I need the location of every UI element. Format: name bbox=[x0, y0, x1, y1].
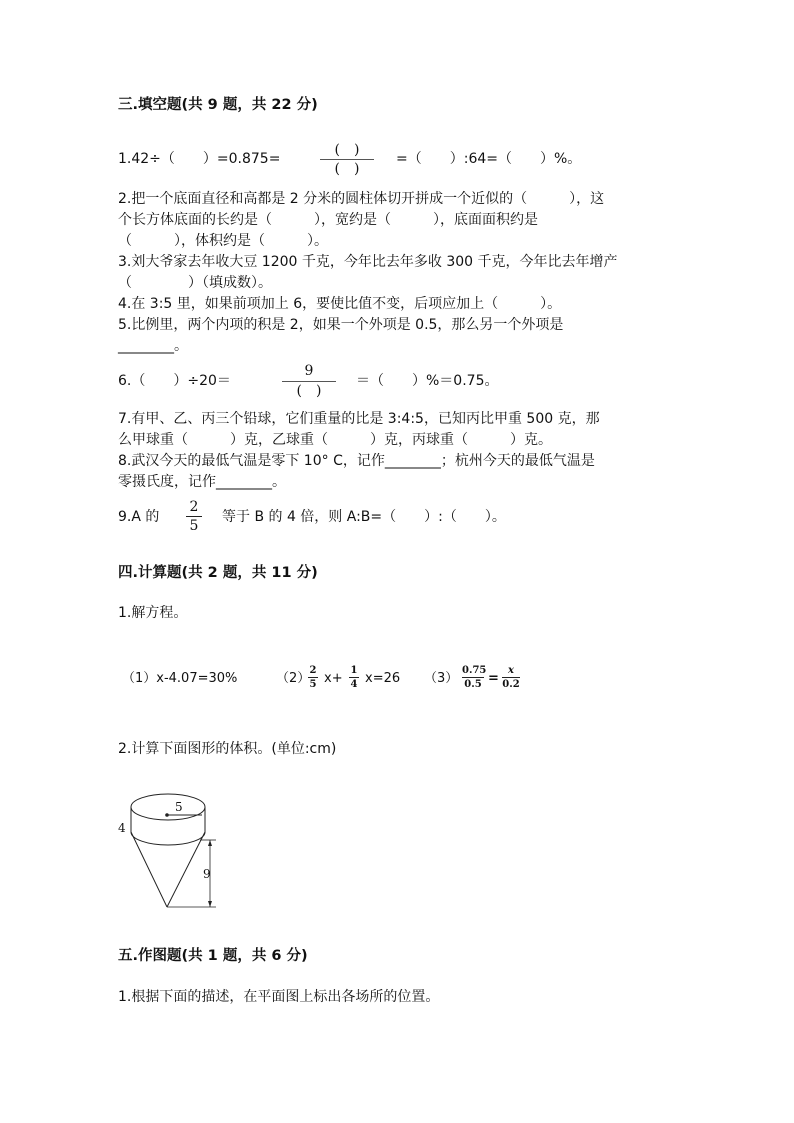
q3-line-2: （ ）（填成数）。 bbox=[118, 275, 272, 291]
q8-line-2: 零摄氏度，记作________。 bbox=[118, 474, 286, 490]
section-4-heading: 四.计算题(共 2 题，共 11 分) bbox=[118, 565, 318, 581]
q1-text-a: 1.42÷（ ）=0.875= bbox=[118, 151, 281, 167]
q9-frac-den: 5 bbox=[189, 518, 199, 534]
eq2-f2-num: 1 bbox=[350, 665, 358, 676]
equation-3-left-fraction bbox=[462, 665, 487, 690]
volume-question-title: 2.计算下面图形的体积。(单位:cm) bbox=[118, 741, 337, 757]
cylinder-cone-figure bbox=[112, 785, 222, 919]
q3-line-1: 3.刘大爷家去年收大豆 1200 千克，今年比去年多收 300 千克，今年比去年增产 bbox=[118, 254, 618, 270]
equation-3-equals: = bbox=[488, 671, 499, 686]
eq2-f1-den: 5 bbox=[309, 679, 317, 690]
q5-line-1: 5.比例里，两个内项的积是 2，如果一个外项是 0.5，那么另一个外项是 bbox=[118, 317, 564, 333]
equation-2-fraction-2 bbox=[349, 665, 359, 690]
eq2-f2-den: 4 bbox=[350, 679, 358, 690]
eq3-left-den: 0.5 bbox=[464, 679, 482, 690]
q7-line-1: 7.有甲、乙、丙三个铅球，它们重量的比是 3:4:5，已知丙比甲重 500 克，那 bbox=[118, 411, 600, 427]
q1-fraction bbox=[320, 142, 374, 178]
section-3-heading: 三.填空题(共 9 题，共 22 分) bbox=[118, 97, 318, 113]
q8-line-1: 8.武汉今天的最低气温是零下 10° C，记作________；杭州今天的最低气温是 bbox=[118, 453, 595, 469]
equation-2-mid: x+ bbox=[324, 671, 343, 686]
equation-2-fraction-1 bbox=[308, 665, 318, 690]
eq3-right-num: x bbox=[508, 665, 514, 676]
equation-3-right-fraction bbox=[502, 665, 520, 690]
q1-frac-den: ( ) bbox=[334, 161, 360, 177]
q9-frac-num: 2 bbox=[189, 499, 199, 515]
q6-frac-den: ( ) bbox=[296, 383, 322, 399]
q6-text-b: ＝（ ）%＝0.75。 bbox=[356, 373, 499, 389]
equation-2-prefix: （2） bbox=[276, 671, 311, 686]
eq3-left-num: 0.75 bbox=[462, 665, 487, 676]
q6-text-a: 6.（ ）÷20＝ bbox=[118, 373, 231, 389]
equation-1: （1）x-4.07=30% bbox=[122, 671, 238, 686]
q6-frac-bar bbox=[282, 381, 336, 382]
equation-2-post: x=26 bbox=[365, 671, 401, 686]
cylinder-cone-diagram bbox=[112, 785, 222, 915]
q6-fraction bbox=[282, 363, 336, 401]
cone-height-label: 9 bbox=[203, 867, 211, 881]
q6-frac-num: 9 bbox=[304, 363, 314, 379]
draw-question-title: 1.根据下面的描述，在平面图上标出各场所的位置。 bbox=[118, 989, 440, 1005]
q9-frac-bar bbox=[186, 516, 202, 517]
q2-line-2: 个长方体底面的长约是（ ），宽约是（ ），底面面积约是 bbox=[118, 212, 538, 228]
q1-frac-num: ( ) bbox=[334, 142, 360, 158]
eq2-f1-num: 2 bbox=[309, 665, 317, 676]
question-4: 4.在 3:5 里，如果前项加上 6，要使比值不变，后项应加上（ ）。 bbox=[118, 296, 562, 312]
q9-text-b: 等于 B 的 4 倍，则 A:B=（ ）:（ ）。 bbox=[222, 509, 506, 525]
q9-fraction bbox=[186, 499, 202, 535]
q9-text-a: 9.A 的 bbox=[118, 509, 160, 525]
q2-line-1: 2.把一个底面直径和高都是 2 分米的圆柱体切开拼成一个近似的（ ），这 bbox=[118, 191, 605, 207]
eq3-right-den: 0.2 bbox=[502, 679, 520, 690]
calc-title: 1.解方程。 bbox=[118, 605, 188, 621]
section-5-heading: 五.作图题(共 1 题，共 6 分) bbox=[118, 948, 308, 964]
cylinder-height-label: 4 bbox=[118, 821, 126, 835]
radius-label: 5 bbox=[175, 800, 183, 814]
q5-line-2: ________。 bbox=[118, 338, 188, 354]
q1-frac-bar bbox=[320, 159, 374, 160]
q7-line-2: 么甲球重（ ）克，乙球重（ ）克，丙球重（ ）克。 bbox=[118, 432, 552, 448]
q1-text-b: =（ ）:64=（ ）%。 bbox=[396, 151, 582, 167]
equation-3-prefix: （3） bbox=[424, 671, 459, 686]
q2-line-3: （ ），体积约是（ ）。 bbox=[118, 233, 328, 249]
